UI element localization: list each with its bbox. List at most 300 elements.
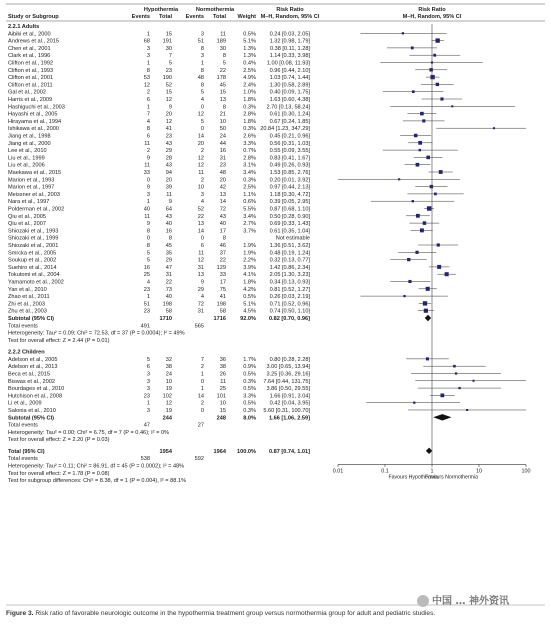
- adults-row-7-total-normo: 45: [219, 82, 226, 89]
- children-row-5-total-hypo: 102: [162, 393, 172, 400]
- adults-row-29-events-hypo: 8: [146, 243, 150, 249]
- adults-row-37-ci-text: 0.71 [0.52, 0.96]: [269, 301, 310, 308]
- adults-row-5-point-estimate: [429, 68, 432, 71]
- adults-row-38-total-hypo: 58: [165, 308, 172, 315]
- adults-row-20-events-normo: 2: [200, 177, 204, 184]
- overall-total-ci: 0.87 [0.74, 1.01]: [268, 448, 310, 455]
- adults-row-26-ci-text: 0.69 [0.33, 1.43]: [269, 221, 310, 228]
- x-tick-label-0: 0.01: [332, 468, 344, 475]
- adults-row-36-ci-text: 0.26 [0.03, 2.19]: [269, 294, 310, 301]
- adults-row-24-events-normo: 52: [197, 206, 204, 213]
- adults-row-1-total-hypo: 191: [162, 38, 172, 45]
- adults-row-2-total-hypo: 30: [165, 45, 172, 52]
- adults-row-28-total-normo: 8: [222, 235, 226, 242]
- adults-row-18-point-estimate: [416, 163, 420, 167]
- children-row-6-events-hypo: 1: [146, 400, 150, 407]
- adults-row-20-ci-text: 0.20 [0.01, 3.92]: [269, 177, 310, 184]
- children-row-0-point-estimate: [426, 357, 429, 360]
- children-row-7-weight: 0.3%: [243, 407, 256, 414]
- adults-row-21-events-normo: 10: [197, 184, 204, 191]
- children-row-6-point-estimate: [413, 402, 415, 404]
- adults-title: 2.2.1 Adults: [8, 24, 40, 30]
- adults-row-24-ci-text: 0.87 [0.68, 1.10]: [269, 206, 310, 213]
- adults-row-0-point-estimate: [402, 32, 404, 34]
- adults-row-22-events-hypo: 3: [146, 191, 150, 198]
- adults-row-38-events-normo: 31: [197, 308, 204, 315]
- figure-caption: [6, 610, 546, 617]
- adults-row-7-study-name: Clifton et al., 2011: [8, 82, 53, 89]
- adults-row-27-point-estimate: [420, 228, 424, 232]
- children-row-6-ci-text: 0.42 [0.04, 3.95]: [269, 400, 310, 407]
- adults-row-28-events-hypo: 0: [146, 235, 150, 242]
- adults-row-9-total-hypo: 12: [165, 97, 172, 103]
- adults-row-14-events-hypo: 6: [146, 133, 150, 140]
- adults-row-18-weight: 3.1%: [243, 162, 256, 169]
- adults-row-29-study-name: Shiozaki et al., 2001: [8, 243, 59, 249]
- adults-row-27-events-normo: 14: [197, 228, 204, 235]
- children-row-1-point-estimate: [453, 365, 456, 368]
- adults-row-2-ci-text: 0.38 [0.11, 1.28]: [269, 45, 310, 52]
- adults-row-0-study-name: Aibiki et al., 2000: [8, 31, 51, 38]
- adults-row-38-events-hypo: 23: [143, 308, 150, 315]
- adults-row-33-events-normo: 13: [197, 272, 204, 279]
- adults-row-3-events-normo: 3: [200, 53, 204, 60]
- adults-subtotal-n-hypo: 1710: [159, 316, 172, 322]
- adults-row-37-events-normo: 72: [197, 301, 204, 308]
- adults-row-27-total-normo: 17: [219, 228, 226, 235]
- children-row-7-events-hypo: 3: [146, 407, 150, 414]
- adults-row-17-total-hypo: 28: [165, 155, 172, 162]
- adults-row-29-events-normo: 6: [200, 243, 204, 249]
- adults-row-28-ci-text: Not estimable: [275, 235, 310, 242]
- adults-row-0-ci-text: 0.24 [0.03, 2.05]: [269, 31, 310, 38]
- adults-row-24-total-hypo: 64: [165, 206, 172, 213]
- children-row-3-events-hypo: 3: [146, 378, 150, 385]
- children-row-3-total-hypo: 10: [165, 378, 172, 385]
- adults-row-30-events-hypo: 5: [146, 250, 150, 257]
- adults-row-16-ci-text: 0.55 [0.09, 3.55]: [269, 148, 310, 155]
- adults-row-35-weight: 4.2%: [243, 286, 256, 293]
- children-row-3-events-normo: 0: [200, 378, 204, 385]
- adults-row-31-total-hypo: 29: [165, 257, 172, 264]
- adults-row-34-weight: 1.8%: [243, 279, 256, 286]
- adults-row-4-total-hypo: 5: [168, 60, 172, 67]
- overall-total-n-hypo: 1954: [159, 448, 172, 455]
- adults-row-35-point-estimate: [426, 287, 430, 291]
- adults-row-27-events-hypo: 8: [146, 228, 150, 235]
- adults-row-35-events-normo: 29: [197, 286, 204, 293]
- adults-row-12-weight: 1.8%: [243, 118, 256, 125]
- adults-row-16-total-hypo: 29: [165, 148, 172, 155]
- adults-row-4-study-name: Clifton et al., 1992: [8, 60, 54, 67]
- adults-row-21-total-normo: 42: [219, 184, 226, 191]
- adults-row-21-point-estimate: [430, 185, 433, 188]
- header-risk-ratio: Risk Ratio: [276, 7, 304, 13]
- adults-row-14-total-normo: 24: [219, 133, 226, 140]
- children-subtotal-n-normo: 248: [216, 415, 226, 422]
- adults-row-37-events-hypo: 51: [143, 301, 150, 308]
- adults-total-events-label: Total events: [8, 323, 38, 330]
- adults-row-12-total-hypo: 12: [165, 118, 172, 125]
- adults-row-1-ci-text: 1.32 [0.98, 1.79]: [269, 38, 310, 45]
- adults-row-19-total-hypo: 94: [165, 170, 172, 176]
- children-subtotal-diamond: [433, 414, 451, 420]
- adults-row-38-weight: 4.5%: [243, 308, 256, 315]
- adults-row-37-point-estimate: [423, 301, 427, 305]
- header-hypothermia: Hypothermia: [143, 7, 179, 13]
- adults-row-3-weight: 1.3%: [243, 53, 256, 60]
- adults-row-36-total-normo: 41: [219, 294, 226, 301]
- adults-row-25-point-estimate: [416, 214, 420, 218]
- adults-row-23-weight: 0.6%: [243, 199, 256, 206]
- adults-row-27-weight: 3.7%: [243, 228, 256, 235]
- adults-row-32-study-name: Suehiro et al., 2014: [8, 264, 57, 271]
- adults-row-17-weight: 2.8%: [243, 155, 256, 162]
- adults-row-25-events-normo: 22: [197, 213, 204, 220]
- header-plot-risk-ratio: Risk Ratio: [418, 7, 446, 13]
- adults-row-6-total-normo: 178: [216, 75, 226, 82]
- adults-row-34-events-normo: 9: [200, 279, 204, 286]
- adults-row-22-events-normo: 3: [200, 191, 204, 198]
- adults-row-29-total-normo: 46: [219, 243, 226, 249]
- adults-row-17-events-normo: 12: [197, 155, 204, 162]
- favours-hypothermia-label: Favours Hypothermia: [388, 474, 439, 481]
- adults-row-7-ci-text: 1.30 [0.58, 2.89]: [269, 82, 310, 89]
- overall-total-label: Total (95% CI): [8, 448, 45, 455]
- adults-row-24-study-name: Polderman et al., 2002: [8, 206, 65, 213]
- adults-row-34-events-hypo: 4: [146, 279, 150, 286]
- adults-row-30-total-hypo: 35: [165, 250, 172, 257]
- children-row-7-study-name: Salonia et al., 2010: [8, 407, 56, 414]
- adults-row-23-ci-text: 0.39 [0.05, 2.95]: [269, 199, 310, 206]
- overall-overall-effect: Test for overall effect: Z = 1.78 (P = 0.08): [8, 470, 110, 477]
- adults-row-18-total-normo: 23: [219, 162, 226, 169]
- x-tick-label-4: 100: [521, 468, 531, 475]
- adults-row-25-events-hypo: 11: [144, 213, 150, 220]
- adults-row-11-weight: 2.8%: [243, 111, 256, 118]
- adults-row-8-point-estimate: [412, 90, 415, 93]
- adults-row-1-events-hypo: 68: [143, 38, 150, 45]
- adults-row-22-weight: 1.1%: [243, 191, 256, 198]
- adults-row-1-events-normo: 51: [197, 38, 204, 45]
- adults-row-18-ci-text: 0.49 [0.26, 0.93]: [269, 162, 310, 169]
- adults-row-13-ci-text: 20.84 [1.23, 347.29]: [260, 126, 310, 133]
- adults-row-15-events-hypo: 11: [144, 140, 150, 147]
- adults-row-11-events-hypo: 7: [146, 111, 150, 118]
- adults-heterogeneity: Heterogeneity: Tau² = 0.09; Chi² = 72.53, df = 37 (P = 0.0004); I² = 49%: [8, 330, 185, 337]
- adults-row-15-ci-text: 0.56 [0.31, 1.03]: [269, 140, 310, 147]
- children-row-4-weight: 0.5%: [243, 386, 256, 393]
- children-row-6-weight: 0.5%: [243, 400, 256, 407]
- children-row-2-total-normo: 26: [219, 371, 226, 378]
- adults-row-33-study-name: Tokutomi et al., 2004: [8, 272, 60, 279]
- adults-row-31-ci-text: 0.32 [0.13, 0.77]: [269, 257, 310, 264]
- adults-row-15-weight: 3.3%: [243, 140, 256, 147]
- adults-row-22-total-hypo: 11: [166, 191, 172, 198]
- adults-row-37-weight: 5.1%: [243, 301, 256, 308]
- adults-row-4-ci-text: 1.00 [0.08, 11.93]: [266, 60, 310, 67]
- overall-total-events-label: Total events: [8, 456, 38, 463]
- adults-row-8-weight: 1.0%: [243, 89, 256, 96]
- adults-row-12-point-estimate: [422, 119, 425, 122]
- adults-row-9-events-normo: 4: [200, 97, 204, 103]
- adults-row-11-total-normo: 21: [219, 111, 226, 118]
- adults-row-21-ci-text: 0.97 [0.44, 2.13]: [269, 184, 310, 191]
- adults-row-25-total-hypo: 43: [165, 213, 172, 220]
- header-total-1: Total: [159, 14, 172, 20]
- header-total-2: Total: [213, 14, 226, 20]
- adults-row-18-events-hypo: 11: [144, 162, 150, 169]
- adults-row-32-events-normo: 31: [197, 264, 204, 271]
- adults-row-34-ci-text: 0.34 [0.13, 0.93]: [269, 279, 310, 286]
- adults-row-13-events-normo: 0: [200, 126, 204, 133]
- adults-row-38-total-normo: 58: [219, 308, 226, 315]
- children-row-1-total-normo: 38: [219, 364, 226, 371]
- children-row-1-events-normo: 2: [200, 364, 204, 371]
- overall-total-events-normo: 592: [194, 456, 204, 463]
- children-row-6-total-normo: 10: [219, 400, 226, 407]
- children-row-2-events-normo: 1: [200, 371, 204, 378]
- adults-row-32-ci-text: 1.42 [0.86, 2.34]: [269, 264, 310, 271]
- adults-row-36-point-estimate: [403, 295, 405, 297]
- children-row-1-ci-text: 3.00 [0.65, 13.94]: [266, 364, 310, 371]
- adults-row-4-total-normo: 5: [222, 60, 226, 67]
- adults-row-3-events-hypo: 3: [146, 53, 150, 60]
- adults-row-34-total-hypo: 22: [165, 279, 172, 286]
- adults-row-9-ci-text: 1.63 [0.60, 4.38]: [269, 97, 310, 103]
- adults-row-11-point-estimate: [420, 112, 424, 116]
- adults-row-33-weight: 4.1%: [243, 272, 256, 279]
- adults-row-12-study-name: Hirayama et al., 1994: [8, 118, 62, 125]
- header-normothermia: Normothermia: [195, 7, 235, 13]
- adults-row-5-weight: 2.5%: [243, 67, 256, 74]
- adults-row-19-total-normo: 48: [219, 170, 226, 176]
- adults-row-26-events-hypo: 9: [146, 221, 150, 228]
- children-row-7-point-estimate: [466, 409, 468, 411]
- children-overall-effect: Test for overall effect: Z = 2.20 (P = 0.03): [8, 437, 110, 444]
- adults-row-4-events-normo: 1: [200, 60, 204, 67]
- children-row-0-ci-text: 0.80 [0.28, 2.28]: [269, 356, 310, 363]
- adults-row-37-total-normo: 198: [216, 301, 226, 308]
- adults-row-13-study-name: Ishikawa et al., 2000: [8, 126, 59, 133]
- adults-row-19-weight: 3.4%: [243, 170, 256, 176]
- adults-row-7-events-hypo: 12: [143, 82, 150, 89]
- adults-row-12-ci-text: 0.67 [0.24, 1.85]: [269, 118, 310, 125]
- children-row-2-ci-text: 3.25 [0.36, 29.16]: [266, 371, 310, 378]
- children-row-2-point-estimate: [455, 372, 457, 374]
- adults-row-18-total-hypo: 43: [165, 162, 172, 169]
- children-row-0-events-normo: 7: [200, 356, 204, 363]
- children-subtotal-n-hypo: 244: [162, 415, 172, 422]
- children-row-7-events-normo: 0: [200, 407, 204, 414]
- adults-row-29-point-estimate: [437, 243, 440, 246]
- adults-row-4-weight: 0.4%: [243, 60, 256, 67]
- adults-row-31-events-hypo: 5: [146, 257, 150, 264]
- adults-row-13-point-estimate: [493, 127, 495, 129]
- children-row-5-study-name: Hutchison et al., 2008: [8, 393, 63, 400]
- adults-row-19-events-normo: 11: [198, 170, 204, 176]
- adults-row-24-point-estimate: [427, 206, 431, 210]
- adults-row-1-study-name: Andrews et al., 2015: [8, 38, 59, 45]
- adults-row-17-events-hypo: 9: [146, 155, 150, 162]
- adults-row-16-point-estimate: [419, 149, 421, 151]
- adults-row-29-weight: 1.9%: [243, 243, 256, 249]
- children-title: 2.2.2 Children: [8, 349, 45, 356]
- overall-total-weight: 100.0%: [237, 448, 256, 455]
- children-row-4-ci-text: 3.86 [0.50, 29.55]: [266, 386, 310, 393]
- adults-row-10-total-normo: 8: [222, 104, 226, 111]
- adults-row-32-events-hypo: 16: [143, 264, 150, 271]
- adults-row-17-study-name: Liu et al., 1999: [8, 155, 45, 162]
- adults-row-35-total-normo: 75: [219, 286, 226, 293]
- adults-row-6-events-hypo: 53: [143, 75, 150, 82]
- header-rr-method: M–H, Random, 95% CI: [260, 14, 320, 20]
- children-row-4-total-hypo: 19: [165, 386, 172, 393]
- children-row-5-events-normo: 14: [197, 393, 204, 400]
- adults-row-33-total-hypo: 31: [165, 272, 172, 279]
- adults-row-19-study-name: Maekawa et al., 2015: [8, 170, 62, 176]
- adults-row-3-study-name: Clark et al., 1996: [8, 53, 51, 60]
- children-subtotal-weight: 8.0%: [243, 415, 256, 422]
- adults-row-15-study-name: Jiang et al., 2000: [8, 140, 51, 147]
- adults-row-27-study-name: Shiozaki et al., 1993: [8, 228, 59, 235]
- x-tick-label-1: 0.1: [381, 468, 389, 475]
- adults-row-9-events-hypo: 6: [146, 97, 150, 103]
- adults-row-30-events-normo: 11: [198, 250, 204, 257]
- adults-row-36-study-name: Zhao et al., 2011: [8, 294, 50, 301]
- overall-heterogeneity: Heterogeneity: Tau² = 0.11; Chi² = 86.91, df = 45 (P = 0.0002); I² = 48%: [8, 463, 185, 470]
- children-row-0-total-hypo: 32: [165, 356, 172, 363]
- adults-row-5-study-name: Clifton et al., 1993: [8, 67, 54, 74]
- caption-label: Figure 3.: [6, 610, 34, 617]
- adults-row-14-events-normo: 14: [197, 133, 204, 140]
- adults-row-14-point-estimate: [414, 134, 417, 137]
- adults-row-31-point-estimate: [407, 258, 410, 261]
- adults-subtotal-diamond: [425, 315, 431, 321]
- adults-row-35-events-hypo: 23: [143, 286, 150, 293]
- children-row-6-study-name: Li et al., 2009: [8, 400, 42, 407]
- adults-row-33-ci-text: 2.05 [1.30, 3.23]: [269, 272, 310, 279]
- children-row-3-point-estimate: [472, 380, 474, 382]
- adults-row-2-events-normo: 8: [200, 45, 204, 52]
- children-row-2-total-hypo: 24: [165, 371, 172, 378]
- adults-row-10-events-normo: 0: [200, 104, 204, 111]
- adults-row-4-events-hypo: 1: [146, 60, 150, 67]
- children-row-7-total-hypo: 19: [165, 407, 172, 414]
- adults-row-14-study-name: Jiang et al., 1998: [8, 133, 51, 140]
- adults-row-33-total-normo: 33: [219, 272, 226, 279]
- adults-row-11-events-normo: 12: [197, 111, 204, 118]
- adults-row-15-total-normo: 44: [219, 140, 226, 147]
- children-row-0-events-hypo: 5: [146, 356, 150, 363]
- children-row-7-total-normo: 15: [219, 407, 226, 414]
- adults-row-28-events-normo: 0: [200, 235, 204, 242]
- caption-text: Risk ratio of favorable neurologic outcome in the hypothermia treatment group versus normothermia group for adult and pediatric studies.: [35, 610, 436, 617]
- adults-row-7-point-estimate: [436, 83, 439, 86]
- adults-row-8-events-normo: 5: [200, 89, 204, 96]
- adults-row-12-events-normo: 5: [200, 118, 204, 125]
- children-row-1-total-hypo: 38: [165, 364, 172, 371]
- adults-row-16-weight: 0.7%: [243, 148, 256, 155]
- adults-row-32-weight: 3.9%: [243, 264, 256, 271]
- adults-row-29-ci-text: 1.36 [0.51, 3.62]: [269, 243, 310, 249]
- adults-row-8-study-name: Gal et al., 2002: [8, 89, 46, 96]
- adults-row-5-events-normo: 8: [200, 67, 204, 74]
- adults-row-13-events-hypo: 8: [146, 126, 150, 133]
- adults-row-0-events-normo: 3: [200, 31, 204, 38]
- adults-row-10-total-hypo: 9: [168, 104, 172, 111]
- adults-row-11-study-name: Hayashi et al., 2005: [8, 111, 58, 118]
- adults-row-3-ci-text: 1.14 [0.33, 3.98]: [269, 53, 310, 60]
- watermark-logo-icon: [417, 595, 429, 607]
- children-total-events-hypo: 47: [143, 422, 150, 429]
- children-row-4-events-normo: 1: [200, 386, 204, 393]
- adults-row-26-point-estimate: [423, 221, 427, 225]
- adults-row-12-events-hypo: 4: [146, 118, 150, 125]
- adults-row-9-total-normo: 13: [219, 97, 226, 103]
- children-row-7-ci-text: 5.60 [0.31, 100.70]: [263, 407, 310, 414]
- adults-row-6-events-normo: 48: [197, 75, 204, 82]
- children-total-events-label: Total events: [8, 422, 38, 429]
- adults-row-6-total-hypo: 190: [162, 75, 172, 82]
- adults-row-5-events-hypo: 8: [146, 67, 150, 74]
- adults-row-31-events-normo: 12: [197, 257, 204, 264]
- adults-row-35-study-name: Yan et al., 2010: [8, 286, 47, 293]
- adults-row-23-study-name: Nara et al., 1997: [8, 199, 50, 206]
- adults-row-17-total-normo: 31: [219, 155, 226, 162]
- adults-row-6-weight: 4.9%: [243, 75, 256, 82]
- children-row-0-total-normo: 36: [219, 356, 226, 363]
- adults-row-32-total-hypo: 47: [165, 264, 172, 271]
- adults-row-18-events-normo: 12: [197, 162, 204, 169]
- adults-overall-effect: Test for overall effect: Z = 2.44 (P = 0.01): [8, 337, 110, 344]
- children-heterogeneity: Heterogeneity: Tau² = 0.00; Chi² = 6.75, df = 7 (P = 0.46); I² = 0%: [8, 429, 170, 436]
- adults-row-22-study-name: Meissner et al., 2003: [8, 191, 60, 198]
- adults-row-36-events-normo: 4: [200, 294, 204, 301]
- adults-row-20-point-estimate: [398, 178, 400, 180]
- adults-row-26-study-name: Qiu et al., 2007: [8, 221, 46, 228]
- children-row-4-study-name: Bourdages et al., 2010: [8, 386, 65, 393]
- watermark-text: 中国 … 神外资讯: [432, 596, 509, 607]
- children-subtotal-ci: 1.66 [1.06, 2.59]: [268, 415, 310, 422]
- adults-row-7-total-hypo: 52: [165, 82, 172, 89]
- adults-row-32-point-estimate: [437, 265, 441, 269]
- adults-total-events-hypo: 491: [140, 323, 150, 330]
- children-row-3-study-name: Biswas et al., 2002: [8, 378, 55, 385]
- adults-row-14-ci-text: 0.45 [0.21, 0.96]: [269, 133, 310, 140]
- adults-row-23-point-estimate: [412, 200, 414, 202]
- adults-row-0-events-hypo: 1: [146, 31, 150, 38]
- adults-row-10-events-hypo: 1: [146, 104, 150, 111]
- adults-row-15-point-estimate: [418, 141, 422, 145]
- adults-row-15-total-hypo: 43: [165, 140, 172, 147]
- adults-row-25-weight: 3.4%: [243, 213, 256, 220]
- header-plot-method: M–H, Random, 95% CI: [402, 14, 462, 20]
- adults-row-13-total-hypo: 41: [165, 126, 172, 133]
- adults-row-36-weight: 0.5%: [243, 294, 256, 301]
- adults-row-23-events-hypo: 1: [146, 199, 150, 206]
- adults-row-2-weight: 1.3%: [243, 45, 256, 52]
- adults-row-24-total-normo: 72: [219, 206, 226, 213]
- adults-row-21-events-hypo: 9: [146, 184, 150, 191]
- adults-row-10-study-name: Hashiguchi et al., 2003: [8, 104, 65, 111]
- adults-row-25-total-normo: 43: [219, 213, 226, 220]
- children-row-5-total-normo: 101: [216, 393, 226, 400]
- adults-row-1-point-estimate: [435, 38, 439, 42]
- children-row-1-events-hypo: 6: [146, 364, 150, 371]
- adults-row-6-ci-text: 1.03 [0.74, 1.44]: [269, 75, 310, 82]
- adults-row-34-total-normo: 17: [219, 279, 226, 286]
